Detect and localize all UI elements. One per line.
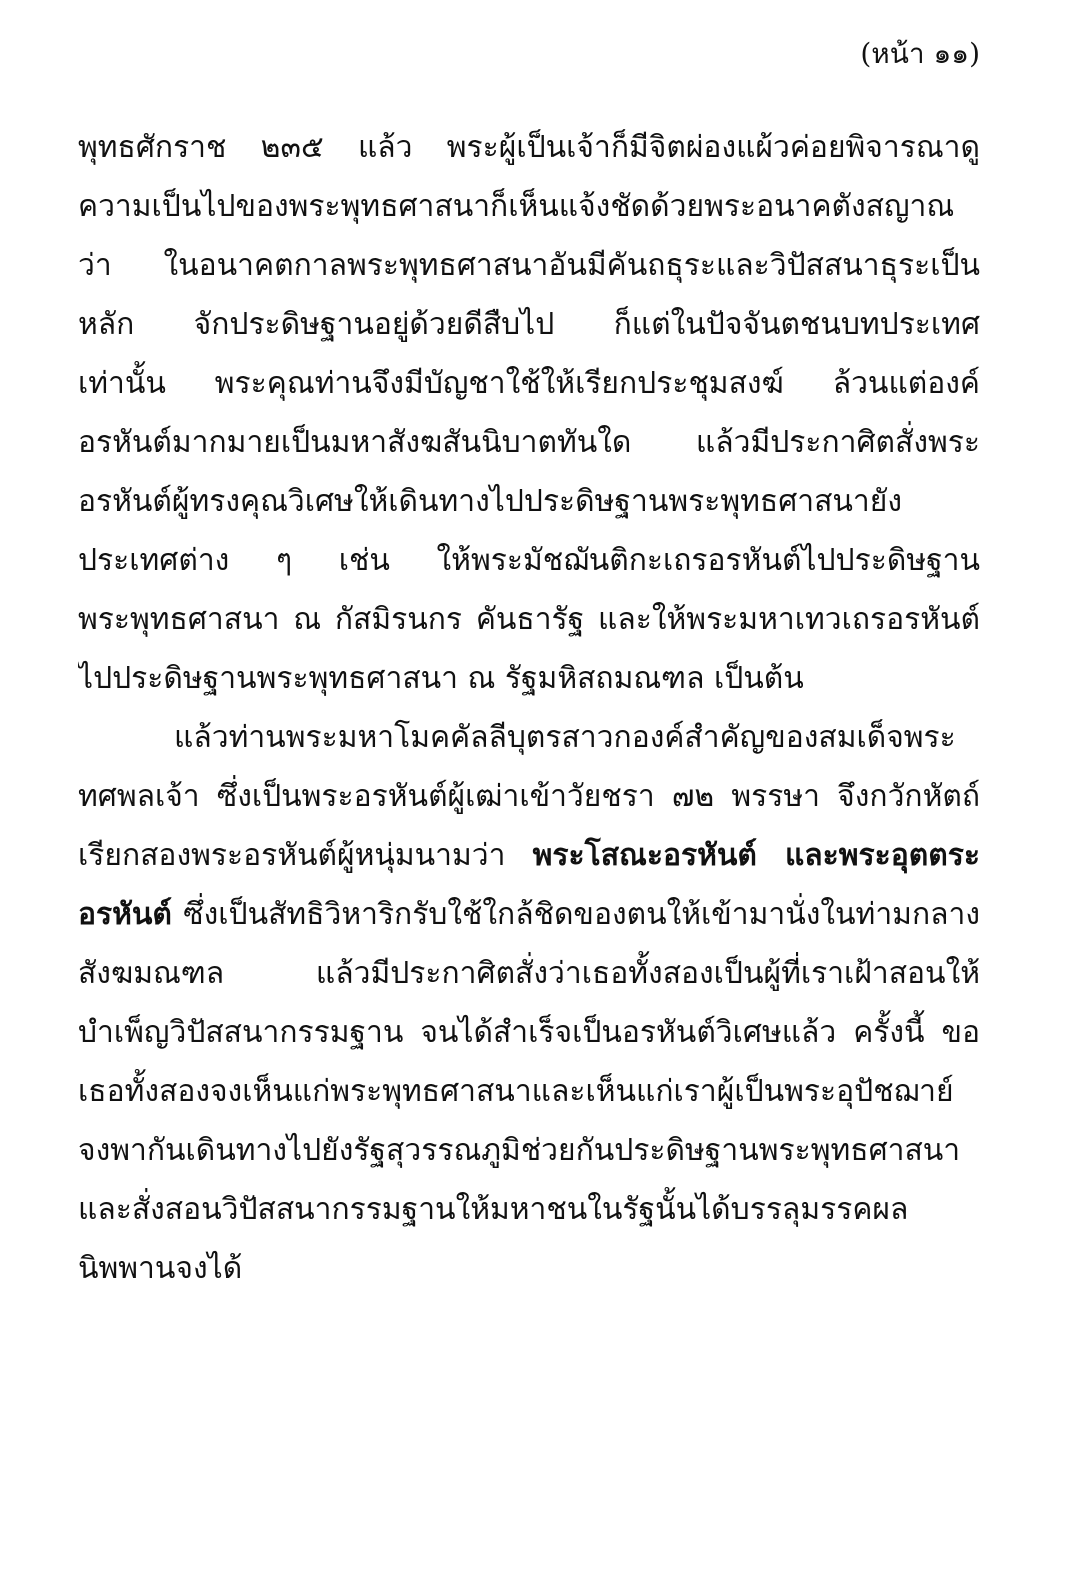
text-line: ว่า ในอนาคตกาลพระพุทธศาสนาอันมีคันถธุระและวิปัสสนาธุระเป็น — [78, 248, 980, 283]
body-text — [78, 118, 980, 1298]
bold-name-text: อรหันต์ — [78, 897, 172, 932]
text-line: จงพากันเดินทางไปยังรัฐสุวรรณภูมิช่วยกันประดิษฐานพระพุทธศาสนา — [78, 1133, 961, 1168]
text-line: อรหันต์ผู้ทรงคุณวิเศษให้เดินทางไปประดิษฐานพระพุทธศาสนายัง — [78, 484, 902, 519]
text-segment: ซึ่งเป็นสัทธิวิหาริกรับใช้ใกล้ชิดของตนให้เข้ามานั่งในท่ามกลาง — [171, 897, 980, 932]
text-segment: เรียกสองพระอรหันต์ผู้หนุ่มนามว่า — [78, 838, 533, 873]
text-line: ไปประดิษฐานพระพุทธศาสนา ณ รัฐมหิสถมณฑล เป็นต้น — [78, 661, 804, 696]
text-line: นิพพานจงได้ — [78, 1251, 243, 1286]
bold-name-text: พระโสณะอรหันต์ และพระอุตตระ — [532, 838, 980, 873]
text-line: หลัก จักประดิษฐานอยู่ด้วยดีสืบไป ก็แต่ในปัจจันตชนบทประเทศ — [78, 307, 980, 342]
text-line: เธอทั้งสองจงเห็นแก่พระพุทธศาสนาและเห็นแก่เราผู้เป็นพระอุปัชฌาย์ — [78, 1074, 954, 1109]
text-line-with-bold — [78, 885, 980, 944]
text-line: และสั่งสอนวิปัสสนากรรมฐานให้มหาชนในรัฐนั้นได้บรรลุมรรคผล — [78, 1192, 909, 1227]
text-line: ทศพลเจ้า ซึ่งเป็นพระอรหันต์ผู้เฒ่าเข้าวัยชรา ๗๒ พรรษา จึงกวักหัตถ์ — [78, 779, 980, 814]
paragraph-first-line: แล้วท่านพระมหาโมคคัลลีบุตรสาวกองค์สำคัญของสมเด็จพระ — [174, 720, 956, 755]
text-line: สังฆมณฑล แล้วมีประกาศิตสั่งว่าเธอทั้งสองเป็นผู้ที่เราเฝ้าสอนให้ — [78, 956, 980, 991]
text-line: บำเพ็ญวิปัสสนากรรมฐาน จนได้สำเร็จเป็นอรหันต์วิเศษแล้ว ครั้งนี้ ขอ — [78, 1015, 980, 1050]
page-number: (หน้า ๑๑) — [860, 37, 980, 70]
text-line: พระพุทธศาสนา ณ กัสมิรนกร คันธารัฐ และให้พระมหาเทวเถรอรหันต์ — [78, 602, 980, 637]
text-line: อรหันต์มากมายเป็นมหาสังฆสันนิบาตทันใด แล้วมีประกาศิตสั่งพระ — [78, 425, 980, 460]
text-line-with-bold — [78, 826, 980, 885]
text-line: ความเป็นไปของพระพุทธศาสนาก็เห็นแจ้งชัดด้วยพระอนาคตังสญาณ — [78, 189, 955, 224]
text-line: ประเทศต่าง ๆ เช่น ให้พระมัชฌันติกะเถรอรหันต์ไปประดิษฐาน — [78, 543, 980, 578]
text-line: พุทธศักราช ๒๓๕ แล้ว พระผู้เป็นเจ้าก็มีจิตผ่องแผ้วค่อยพิจารณาดู — [78, 130, 980, 165]
text-line: เท่านั้น พระคุณท่านจึงมีบัญชาใช้ให้เรียกประชุมสงฆ์ ล้วนแต่องค์ — [78, 366, 980, 401]
